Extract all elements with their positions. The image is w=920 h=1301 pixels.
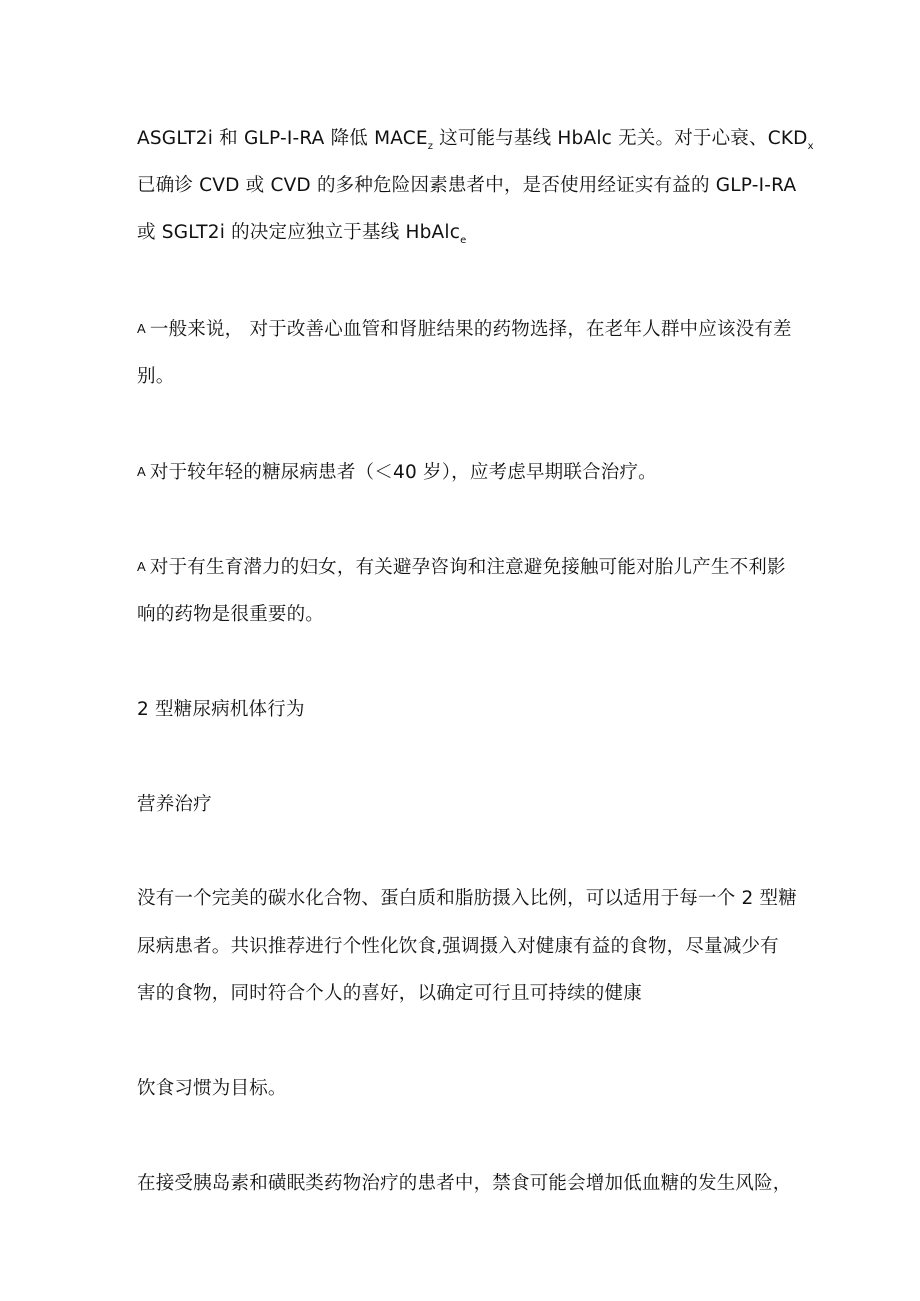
bullet-3-marker: A (137, 559, 146, 574)
bullet-2-text: 对于较年轻的糖尿病患者（＜40 岁），应考虑早期联合治疗。 (149, 462, 657, 483)
subscript-e: e (460, 235, 467, 246)
paragraph-1-line-1 (137, 127, 814, 159)
paragraph-2-line-4: 饮食习惯为目标。 (137, 1078, 287, 1099)
paragraph-1-line-1-text-a: ASGLT2i 和 GLP-I-RA 降低 MACE (137, 128, 428, 149)
subscript-z: z (427, 141, 434, 152)
paragraph-2-line-2: 尿病患者。共识推荐进行个性化饮食,强调摄入对健康有益的食物，尽量减少有 (137, 936, 779, 957)
paragraph-3-line-1: 在接受胰岛素和磺眠类药物治疗的患者中，禁食可能会增加低血糖的发生风险， (137, 1173, 792, 1194)
bullet-1-text: 一般来说， 对于改善心血管和肾脏结果的药物选择，在老年人群中应该没有差 (149, 319, 792, 340)
paragraph-1-line-3-text: 或 SGLT2i 的决定应独立于基线 HbAlc (137, 222, 461, 243)
paragraph-1-line-2: 已确诊 CVD 或 CVD 的多种危险因素患者中，是否使用经证实有益的 GLP-I-RA (137, 175, 797, 196)
bullet-2-line-1 (137, 460, 657, 485)
section-heading-nutrition: 营养治疗 (137, 794, 212, 815)
bullet-3-line-1 (137, 555, 786, 580)
bullet-2-marker: A (137, 464, 146, 479)
bullet-1-line-1 (137, 317, 792, 342)
paragraph-2-line-1: 没有一个完美的碳水化合物、蛋白质和脂肪摄入比例，可以适用于每一个 2 型糖 (137, 888, 797, 909)
subscript-x: x (807, 141, 814, 152)
section-heading-t2d: 2 型糖尿病机体行为 (137, 699, 305, 720)
bullet-3-line-2: 响的药物是很重要的。 (137, 604, 325, 625)
paragraph-1-line-1-text-b: 这可能与基线 HbAlc 无关。对于心衰、CKD (433, 128, 808, 149)
paragraph-1-line-3 (137, 221, 466, 253)
paragraph-2-line-3: 害的食物，同时符合个人的喜好，以确定可行且可持续的健康 (137, 983, 642, 1004)
bullet-1-marker: A (137, 321, 146, 336)
bullet-1-line-2: 别。 (137, 366, 175, 387)
bullet-3-text: 对于有生育潜力的妇女，有关避孕咨询和注意避免接触可能对胎儿产生不利影 (149, 557, 786, 578)
